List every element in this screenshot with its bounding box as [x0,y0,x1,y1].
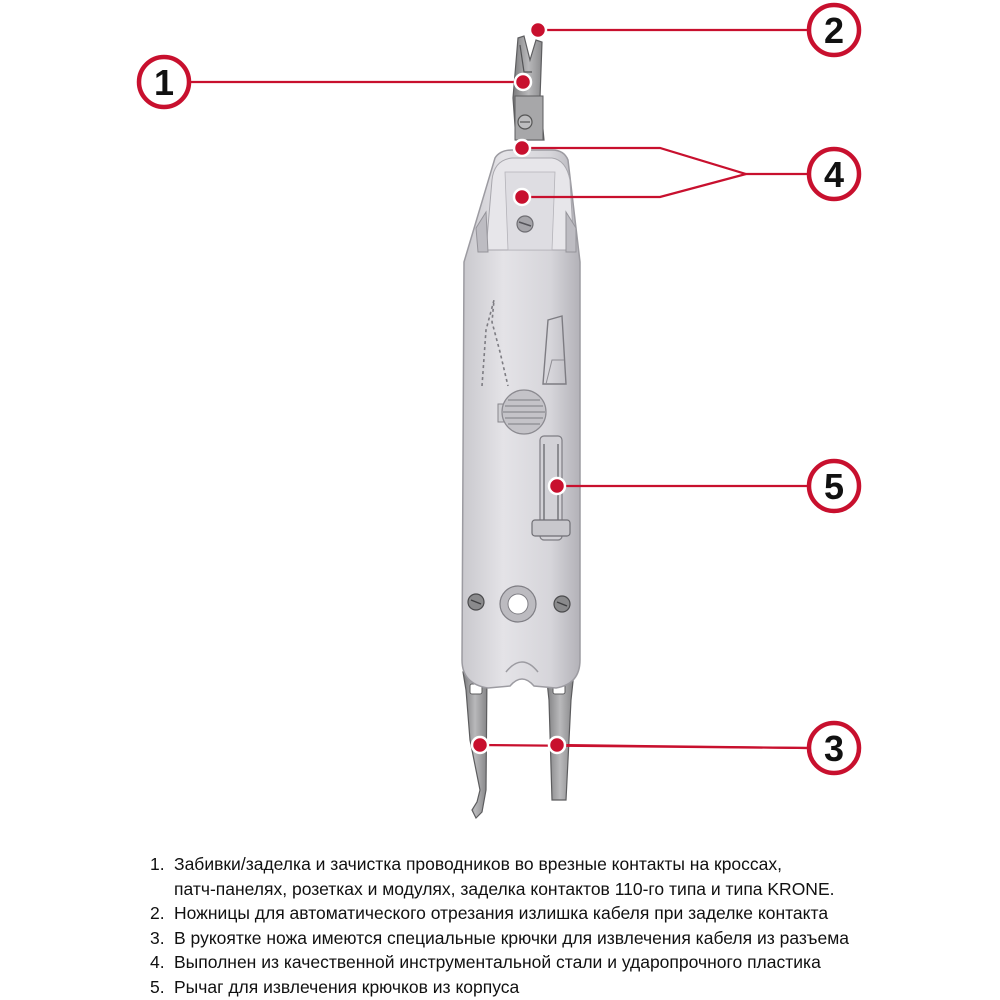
legend-item-4 [150,950,910,975]
legend-item-3-line-1: В рукоятке ножа имеются специальные крючки для извлечения кабеля из разъема [174,927,849,948]
callout-badge-4 [809,149,859,199]
dot-1 [515,74,531,90]
legend-item-3-number: 3. [150,927,165,948]
dot-3a [472,737,488,753]
dot-4a [514,140,530,156]
callout-2-number: 2 [823,10,845,51]
dot-3b [549,737,565,753]
callout-badge-5 [809,461,859,511]
legend-item-5 [150,975,910,1000]
legend-item-1-line-2: патч-панелях, розетках и модулях, заделка контактов 110-го типа и типа KRONE. [174,878,835,899]
leader-3b [559,745,808,748]
legend-item-5-line-1: Рычаг для извлечения крючков из корпуса [174,976,520,997]
callout-3-number: 3 [823,728,845,769]
dot-2 [530,22,546,38]
legend-item-2 [150,901,910,926]
legend-list [150,852,910,999]
legend-item-5-number: 5. [150,976,165,997]
callout-badge-1 [139,57,189,107]
dot-5 [549,478,565,494]
legend-item-1-number: 1. [150,854,165,874]
legend-item-4-line-1: Выполнен из качественной инструментальной стали и ударопрочного пластика [174,952,821,972]
legend-item-4-number: 4. [150,952,165,972]
legend-item-2-line-1: Ножницы для автоматического отрезания излишка кабеля при заделке контакта [174,903,829,923]
legend-item-1-line-1: Забивки/заделка и зачистка проводников во врезные контакты на кроссах, [174,854,783,874]
callout-4-number: 4 [823,154,845,195]
tool-handle [462,150,580,688]
callout-badge-3 [809,723,859,773]
dot-4b [514,189,530,205]
legend-item-1 [150,852,910,901]
callout-5-number: 5 [823,466,845,507]
callout-badge-2 [809,5,859,55]
legend-item-3 [150,926,910,951]
legend-item-2-number: 2. [150,903,165,923]
callout-1-number: 1 [153,62,175,103]
